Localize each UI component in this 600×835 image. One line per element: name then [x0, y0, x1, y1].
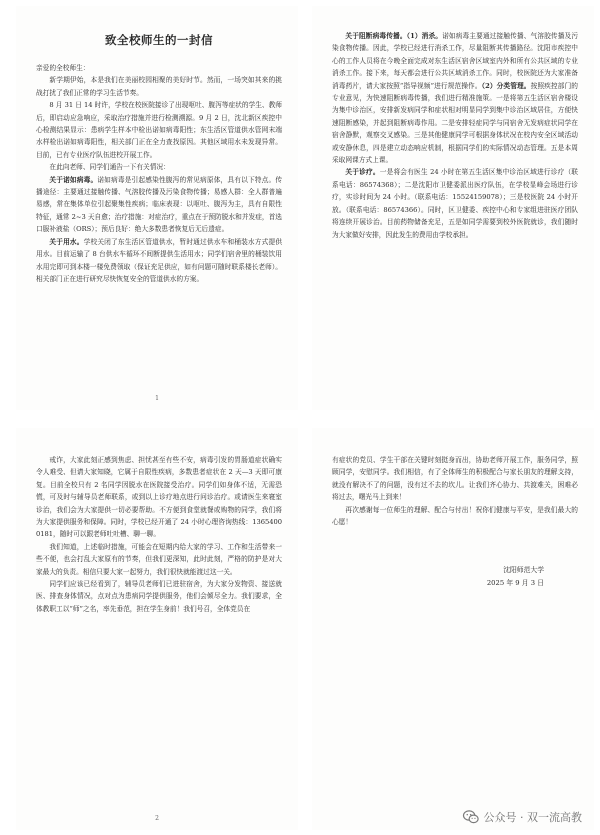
section-treatment-text: 一是将会有医生 24 小时在第五生活区集中诊治区域进行诊疗（联系电话：86574368）；二是沈阳市卫健委派出医疗队伍，在学校显峰会场进行诊疗，实诊时间为 24 小时。（联系电话：15524159078）；三是校医院 24 小时开放。（联系电话：86574366）。同时，区卫健委、疾控中心和专家组进驻医疗团队将连续开展诊治。目前药物储备充足，五是如同学需要到校外医院就诊，我们随时为大家做好安排，因此发生的费用由学校承担。 [332, 168, 578, 239]
signature-date: 2025 年 9 月 3 日 [486, 579, 544, 588]
letter-page-2 [312, 6, 594, 410]
wechat-icon [462, 808, 480, 826]
intro-paragraph: 新学期伊始，本是我们在美丽校园相聚的美好时节。然而，一场突如其来的挑战打扰了我们正常的学习生活节奏。 [36, 76, 282, 97]
section-water-label: 关于用水。 [49, 237, 84, 246]
measures-paragraph: 我们知道，上述临时措施，可能会在短期内给大家的学习、工作和生活带来一些不便，也会打乱大家原有的节奏，但我们更深知，此时此刻，严格的防护是对大家最大的负责。相信只要大家一起努力，我们很快就能渡过这一关。 [36, 542, 282, 576]
incident-paragraph: 8 月 31 日 14 时许，学校在校医院接诊了出现呕吐、腹泻等症状的学生、教师后，即启动应急响应，采取治疗措施并进行检测溯源。9 月 2 日，沈北新区疾控中心检测结果显示：患病学生样本中检出诺如病毒阳性；东生活区管道供水管网末端水样检出诺如病毒阳性，相关部门正在全力查找原因。其他区域用水未发现异常。目前，已有专业医疗队伍进校开展工作。 [36, 101, 282, 159]
section-norovirus-label: 关于诺如病毒。 [49, 175, 98, 184]
watermark-label: 公众号 · 双一流高教 [483, 811, 582, 824]
section-treatment [332, 166, 578, 240]
letter-title: 致全校师生的一封信 [105, 33, 213, 47]
duty-paragraph: 同学们应该已经看到了，辅导员老师们已进驻宿舍，为大家分发物资、接送就医、排查身体情况，点对点为患病同学提供服务，他们会倾尽全力。我们要求，全体教职工以“师”之名，率先垂范，担在学生身前！我们号召，全体党员在 [36, 580, 282, 613]
page-number-2: 2 [155, 815, 159, 822]
letter-page-3 [16, 428, 298, 830]
section-block-text2: 按照疾控部门的专业意见，为快速阻断病毒传播，我们进行精准施策。一是将第五生活区宿舍楼设为集中诊治区，安排新发病同学和症状相对明显同学到集中诊治区域居住，方便快速阻断感染，并起到阻断病毒作用。二是安排轻症同学与同宿舍无发病症状同学在宿舍静默，观察交叉感染。三是其他健康同学可根据身体状况在校内安全区域活动或安静休息，四是建立动态响应机制，根据同学们的实际情况动态管理。五是本周采取网课方式上课。 [332, 81, 578, 165]
watermark [462, 808, 583, 826]
continuation-paragraph: 有症状的党员、学生干部在关键时刻挺身而出，协助老师开展工作，服务同学，照顾同学，安慰同学。我们相信，有了全体师生的积极配合与家长朋友的理解支持，就没有解决不了的问题，没有过不去的坎儿。让我们齐心协力、共渡难关，困难必将过去，曙光马上到来！ [332, 456, 578, 502]
section-block-transmission [332, 30, 578, 166]
page-number-1: 1 [155, 395, 159, 402]
section-treatment-label: 关于诊疗。 [345, 168, 380, 177]
letter-page-1 [16, 6, 298, 410]
section-norovirus [36, 174, 282, 236]
signature-org: 沈阳师范大学 [503, 566, 544, 575]
section-block-label: 关于阻断病毒传播。 [345, 32, 407, 40]
cheer-paragraph: 戒诈，大家此刻正感到焦虑、担忧甚至有些不安，病毒引发的胃肠道症状确实令人难受、但请大家知晓，它属于自限性疾病，多数患者症状在 2 天—3 天即可康复。目前全校只有 2 名同学因脱水在医院接受治疗。同学们如身体不适，无需恐慌，可及时与辅导员老师联系，或到以上诊疗地点进行问诊治疗。或请医生来寝室诊治，我们会为大家提供一切必要帮助。不方便到食堂就餐或购物的同学，我们将为大家提供服务和保障。同时，学校已经开通了 24 小时心理咨询热线：13654000181，随时可以跟老师吐吐槽、聊一聊。 [36, 456, 282, 539]
section-water [36, 236, 282, 286]
section-block-sub2: （2）分类管理。 [481, 81, 531, 90]
section-water-text: 学校关闭了东生活区管道供水，暂时通过供水车和桶装水方式提供用水。目前运输了 8 台供水车循环不间断提供生活用水；同学们宿舍里的桶装饮用水用完即可到本楼一楼免费领取（保证充足供应，如有问题可随时联系楼长老师）。相关部门正在进行研究尽快恢复安全的管道供水的方案。 [36, 237, 283, 283]
thanks-paragraph: 再次感谢每一位师生的理解、配合与付出！祝你们健康与平安，是我们最大的心愿！ [332, 505, 578, 527]
letter-page-4 [312, 428, 594, 830]
notice-paragraph: 在此向老师、同学们通告一下有关情况： [49, 163, 170, 172]
section-norovirus-text: 诺如病毒是引起感染性腹泻的常见病原体，具有以下特点。传播途径：主要通过接触传播、气溶胶传播及污染食物传播；易感人群：全人群普遍易感，常在集体单位引起聚集性疾病；临床表现：以呕吐、腹泻为主，具有自限性特征，通常 2~3 天自愈；治疗措施：对症治疗，重点在于预防脱水和并发症，首选口服补液盐（ORS）；预后良好：绝大多数患者恢复后无后遗症。 [36, 175, 283, 234]
section-block-text1: 诺如病毒主要通过接触传播、气溶胶传播及污染食物传播。因此，学校已经进行消杀工作，尽量阻断其传播路径。沈阳市疾控中心的工作人员将在今晚全面完成对东生活区宿舍区域室内外和所有公共区域的专业消杀工作。接下来，每天都会进行公共区域消杀工作。同时，校医院还为大家准备消毒药片，请大家按照“指导视频”进行规范操作。 [332, 32, 579, 90]
greeting: 亲爱的全校师生： [36, 64, 90, 72]
signature-block [332, 564, 578, 590]
section-block-sub1: （1）消杀。 [406, 32, 443, 40]
